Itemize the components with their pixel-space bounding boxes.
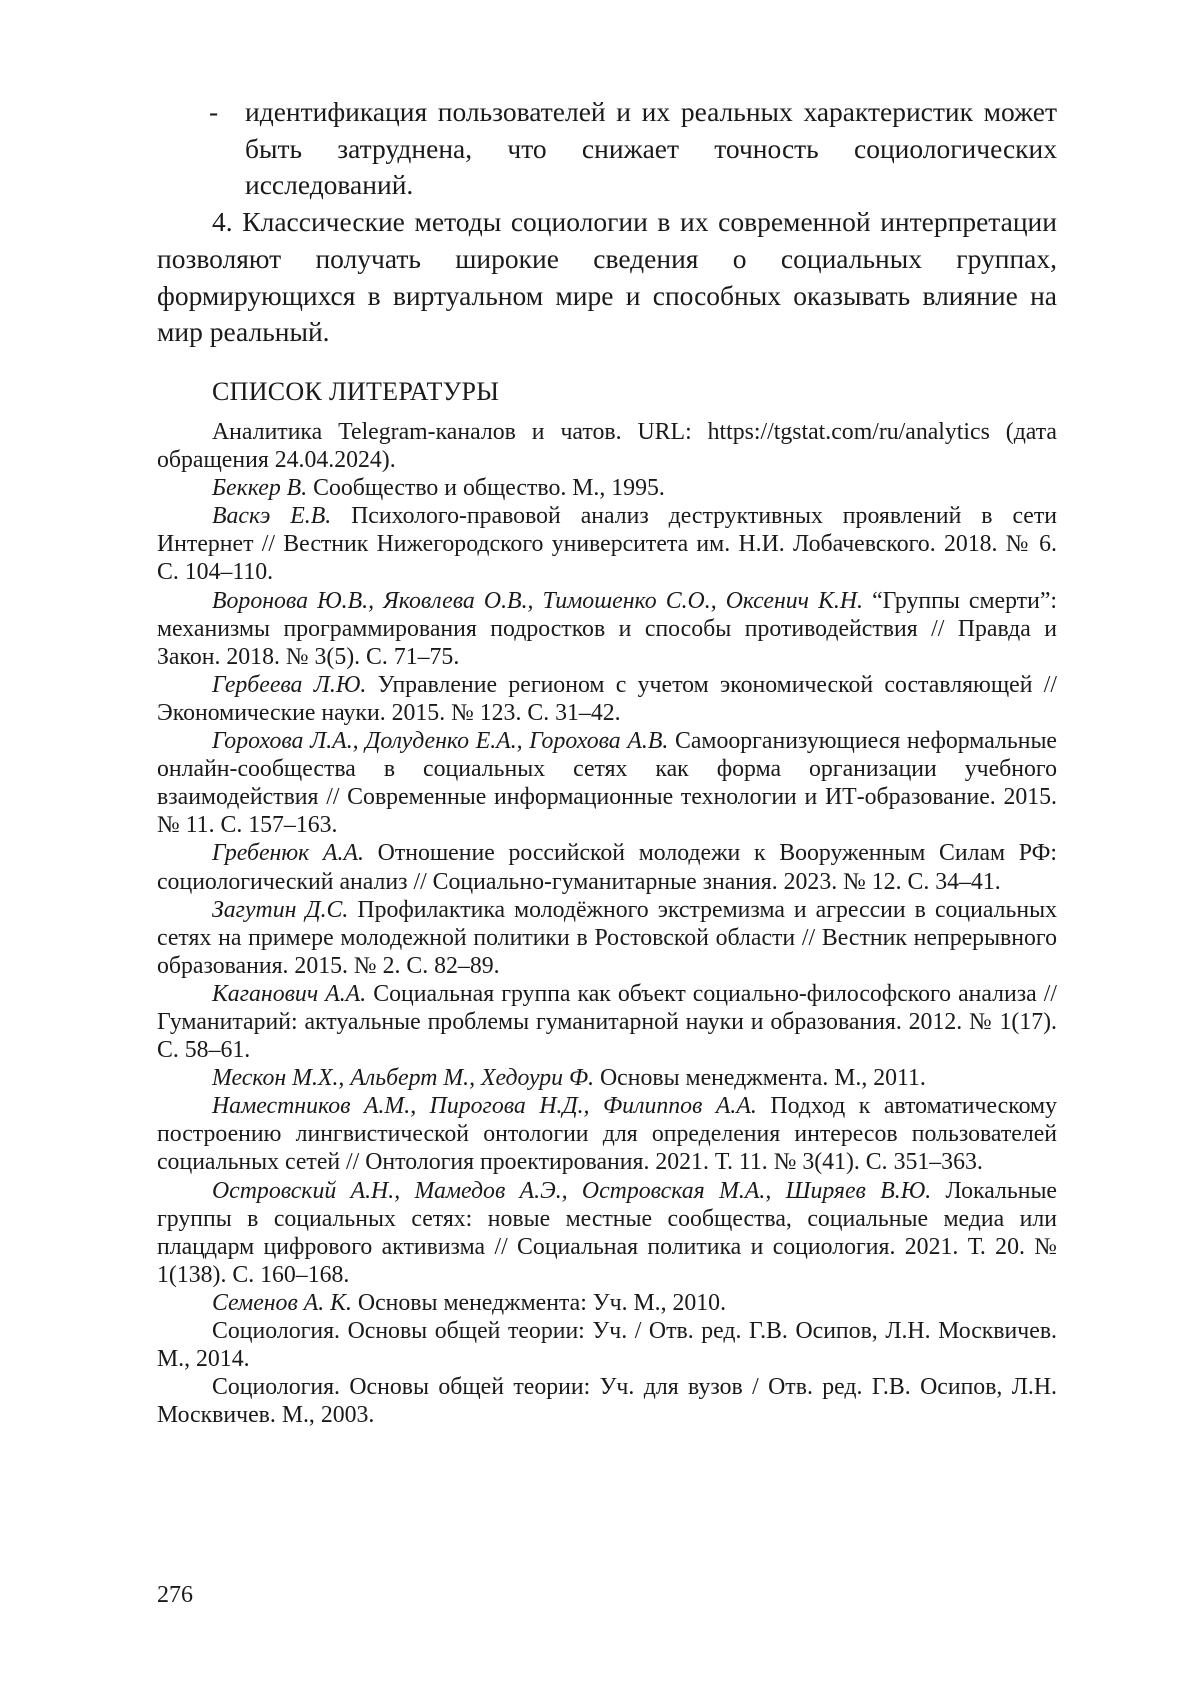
reference-text: Основы менеджмента. М., 2011. bbox=[594, 1065, 926, 1092]
reference-text: Профилактика молодёжного экстремизма и агрессии в социальных сетях на примере молодежной политики в Ростовской области // Вестник непрерывного образования. 2015. № 2. С. 82–89. bbox=[157, 896, 1057, 979]
page-number: 276 bbox=[157, 1582, 193, 1608]
reference-author: Васкэ Е.В. bbox=[212, 503, 332, 530]
reference-text: Управление регионом с учетом экономической составляющей // Экономические науки. 2015. № 123. С. 31–42. bbox=[157, 671, 1057, 726]
reference-author: Гербеева Л.Ю. bbox=[212, 671, 367, 698]
reference-author: Каганович А.А. bbox=[212, 980, 367, 1007]
reference-author: Гребенюк А.А. bbox=[212, 840, 364, 867]
reference-item bbox=[157, 418, 1057, 474]
reference-author: Воронова Ю.В., Яковлева О.В., Тимошенко С.О., Оксенич К.Н. bbox=[212, 587, 863, 614]
reference-text: “Группы смерти”: механизмы программирования подростков и способы противодействия // Правда и Закон. 2018. № 3(5). С. 71–75. bbox=[157, 587, 1057, 670]
reference-text: Социология. Основы общей теории: Уч. / Отв. ред. Г.В. Осипов, Л.Н. Москвичев. М., 2014. bbox=[157, 1318, 1057, 1373]
references-heading: СПИСОК ЛИТЕРАТУРЫ bbox=[212, 377, 500, 406]
reference-item bbox=[157, 839, 1057, 895]
reference-item bbox=[157, 587, 1057, 671]
reference-text: Подход к автоматическому построению лингвистической онтологии для определения интересов пользователей социальных сетей // Онтология проектирования. 2021. Т. 11. № 3(41). С. 351–363. bbox=[157, 1093, 1057, 1176]
reference-author: Семенов А. К. bbox=[212, 1289, 352, 1316]
reference-text: Самоорганизующиеся неформальные онлайн-сообщества в социальных сетях как форма организации учебного взаимодействия // Современные информационные технологии и ИТ-образование. 2015. № 11. С. 157–163. bbox=[157, 728, 1057, 839]
reference-item bbox=[157, 1373, 1057, 1429]
reference-text: Психолого-правовой анализ деструктивных проявлений в сети Интернет // Вестник Нижегородского университета им. Н.И. Лобачевского. 2018. № 6. С. 104–110. bbox=[157, 503, 1057, 586]
reference-text: Сообщество и общество. М., 1995. bbox=[307, 475, 665, 502]
reference-text: Социальная группа как объект социально-философского анализа // Гуманитарий: актуальные проблемы гуманитарной науки и образования. 2012. № 1(17). С. 58–61. bbox=[157, 980, 1057, 1064]
reference-item bbox=[157, 671, 1057, 727]
reference-author: Беккер В. bbox=[212, 475, 308, 502]
reference-author: Загутин Д.С. bbox=[212, 896, 349, 923]
bullet-text: идентификация пользователей и их реальных характеристик может быть затруднена, что снижает точность социологических исследований. bbox=[245, 96, 1057, 201]
reference-text: Аналитика Telegram-каналов и чатов. URL: https://tgstat.com/ru/analytics (дата обращения 24.04.2024). bbox=[157, 419, 1057, 474]
reference-author: Наместников А.М., Пирогова Н.Д., Филиппов А.А. bbox=[212, 1093, 757, 1120]
reference-item bbox=[157, 896, 1057, 980]
reference-text: Локальные группы в социальных сетях: новые местные сообщества, социальные медиа или плацдарм цифрового активизма // Социальная политика и социология. 2021. Т. 20. № 1(138). С. 160–168. bbox=[157, 1177, 1057, 1288]
reference-text: Отношение российской молодежи к Вооруженным Силам РФ: социологический анализ // Социально-гуманитарные знания. 2023. № 12. С. 34–41. bbox=[157, 840, 1058, 895]
reference-item bbox=[157, 474, 1057, 502]
reference-item bbox=[157, 980, 1057, 1064]
reference-item bbox=[157, 502, 1057, 586]
reference-item bbox=[157, 1177, 1057, 1289]
reference-item bbox=[157, 1289, 1057, 1317]
reference-author: Островский А.Н., Мамедов А.Э., Островская М.А., Ширяев В.Ю. bbox=[212, 1177, 932, 1204]
reference-item bbox=[157, 727, 1057, 839]
conclusion-paragraph-4: 4. Классические методы социологии в их современной интерпретации позволяют получать широкие сведения о социальных группах, формирующихся в виртуальном мире и способных оказывать влияние на мир реальный. bbox=[157, 206, 1057, 348]
reference-item bbox=[157, 1064, 1057, 1092]
references-list bbox=[157, 418, 1057, 1429]
reference-text: Социология. Основы общей теории: Уч. для вузов / Отв. ред. Г.В. Осипов, Л.Н. Москвичев. М., 2003. bbox=[157, 1374, 1057, 1429]
reference-author: Мескон М.Х., Альберт М., Хедоури Ф. bbox=[212, 1065, 595, 1092]
bullet-item bbox=[157, 94, 1057, 204]
reference-item bbox=[157, 1092, 1057, 1176]
body-text bbox=[157, 94, 1057, 351]
reference-text: Основы менеджмента: Уч. М., 2010. bbox=[351, 1289, 727, 1316]
bullet-dash: - bbox=[209, 96, 219, 127]
reference-author: Горохова Л.А., Долуденко Е.А., Горохова А.В. bbox=[212, 728, 669, 755]
reference-item bbox=[157, 1317, 1057, 1373]
